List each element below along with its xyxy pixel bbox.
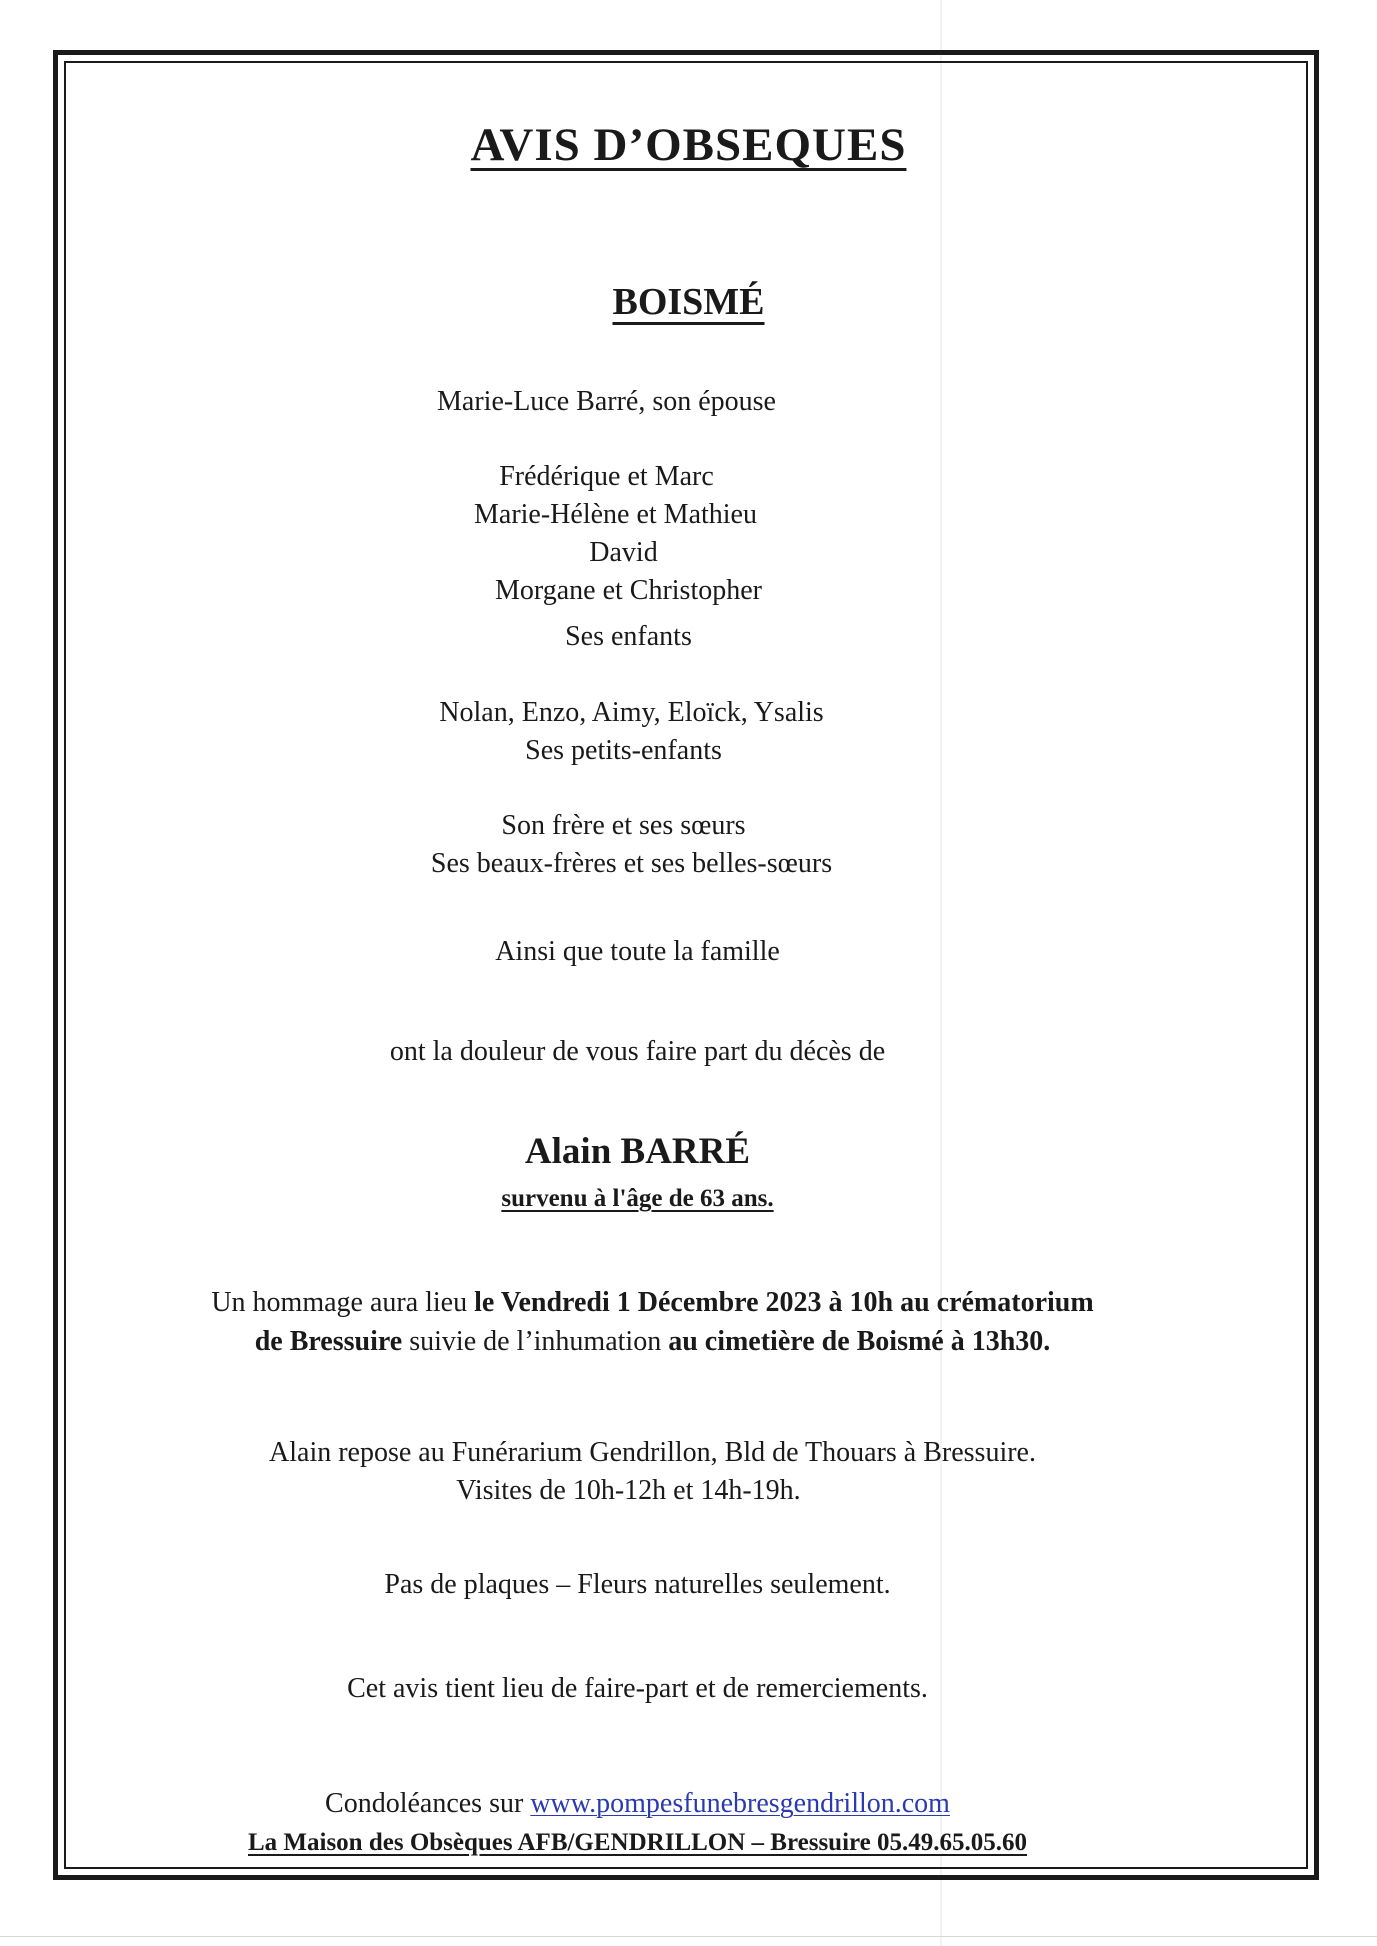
family-line: Ainsi que toute la famille	[495, 936, 780, 967]
funeral-home-footer: La Maison des Obsèques AFB/GENDRILLON – Bressuire 05.49.65.05.60	[247, 1829, 1028, 1856]
condolences-link[interactable]: www.pompesfunebresgendrillon.com	[530, 1788, 950, 1819]
in-laws-line: Ses beaux-frères et ses belles-sœurs	[430, 848, 833, 879]
visits-line: Visites de 10h-12h et 14h-19h.	[456, 1475, 801, 1506]
repose-line: Alain repose au Funérarium Gendrillon, Bld de Thouars à Bressuire.	[269, 1437, 1036, 1468]
ceremony-text-1: Un hommage aura lieu	[211, 1287, 475, 1318]
ceremony-line-2	[0, 1325, 1341, 1359]
deceased-name: Alain BARRÉ	[524, 1131, 751, 1172]
ceremony-text-2: suivie de l’inhumation	[402, 1326, 669, 1357]
announcement-line: ont la douleur de vous faire part du décès de	[389, 1036, 886, 1067]
child-line-3: David	[589, 537, 658, 568]
page-edge-rule	[0, 1936, 1377, 1937]
children-label: Ses enfants	[565, 621, 692, 652]
grandchildren-label: Ses petits-enfants	[525, 735, 722, 766]
town-heading: BOISMÉ	[612, 281, 765, 323]
child-line-2: Marie-Hélène et Mathieu	[474, 499, 757, 530]
condolences-text: Condoléances sur	[325, 1788, 531, 1819]
spouse-line: Marie-Luce Barré, son épouse	[437, 386, 776, 417]
grandchildren-line: Nolan, Enzo, Aimy, Eloïck, Ysalis	[439, 697, 824, 728]
ceremony-line-1	[0, 1286, 1341, 1320]
condolences-line	[0, 1787, 1326, 1821]
age-line: survenu à l'âge de 63 ans.	[501, 1185, 774, 1212]
ceremony-date-location: le Vendredi 1 Décembre 2023 à 10h au crématorium	[474, 1287, 1094, 1318]
notice-title: AVIS D’OBSEQUES	[470, 119, 907, 171]
flowers-line: Pas de plaques – Fleurs naturelles seulement.	[384, 1569, 891, 1600]
child-line-1: Frédérique et Marc	[499, 461, 714, 492]
burial-info: au cimetière de Boismé à 13h30.	[668, 1326, 1051, 1357]
child-line-4: Morgane et Christopher	[495, 575, 762, 606]
siblings-line: Son frère et ses sœurs	[501, 810, 746, 841]
thanks-line: Cet avis tient lieu de faire-part et de remerciements.	[347, 1673, 928, 1704]
ceremony-city: de Bressuire	[254, 1326, 403, 1357]
